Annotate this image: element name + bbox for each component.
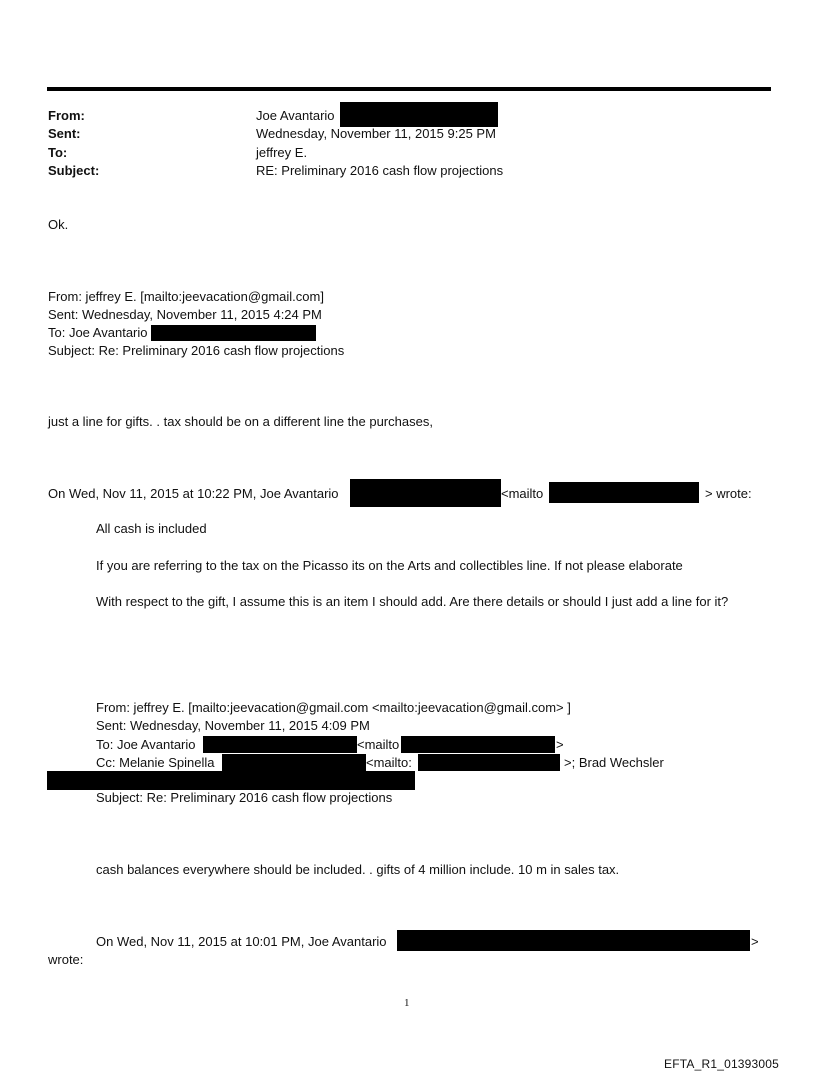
- nested-from-line: From: jeffrey E. [mailto:jeevacation@gmail.com <mailto:jeevacation@gmail.com> ]: [96, 700, 571, 715]
- reply-body: Ok.: [48, 217, 69, 232]
- nested-cc-mailto: <mailto:: [366, 755, 412, 770]
- quoted-subject-line: Subject: Re: Preliminary 2016 cash flow projections: [48, 343, 345, 358]
- quoted-body: just a line for gifts. . tax should be on a different line the purchases,: [48, 414, 433, 429]
- quoted-sent-line: Sent: Wednesday, November 11, 2015 4:24 PM: [48, 307, 322, 322]
- document-id: EFTA_R1_01393005: [664, 1057, 780, 1071]
- header-rule: [47, 87, 771, 91]
- redaction-box: [222, 754, 366, 771]
- page-number: 1: [404, 997, 410, 1009]
- nested-body: cash balances everywhere should be included. . gifts of 4 million include. 10 m in sales tax.: [96, 862, 620, 877]
- nested-subject-line: Subject: Re: Preliminary 2016 cash flow projections: [96, 790, 393, 805]
- from-value: Joe Avantario: [256, 108, 335, 123]
- attribution-suffix: > wrote:: [705, 486, 752, 501]
- redaction-box: [549, 482, 699, 503]
- subject-label: Subject:: [48, 163, 100, 178]
- nested-attribution-suffix: >: [751, 934, 759, 949]
- attribution-line: On Wed, Nov 11, 2015 at 10:22 PM, Joe Avantario: [48, 486, 339, 501]
- nested-attribution-wrote: wrote:: [48, 952, 84, 967]
- sent-label: Sent:: [48, 126, 81, 141]
- redaction-box: [401, 736, 555, 753]
- nested-to-mailto: <mailto: [357, 737, 400, 752]
- nested-to-line: To: Joe Avantario: [96, 737, 196, 752]
- quoted-line-2: If you are referring to the tax on the Picasso its on the Arts and collectibles line. If not please elaborate: [96, 558, 683, 573]
- nested-sent-line: Sent: Wednesday, November 11, 2015 4:09 PM: [96, 718, 370, 733]
- redaction-box: [340, 102, 498, 127]
- nested-cc-line: Cc: Melanie Spinella: [96, 755, 215, 770]
- quoted-line-1: All cash is included: [96, 521, 207, 536]
- redaction-box: [47, 771, 415, 790]
- attribution-mailto: <mailto: [501, 486, 544, 501]
- nested-to-suffix: >: [556, 737, 564, 752]
- from-label: From:: [48, 108, 85, 123]
- quoted-line-3: With respect to the gift, I assume this is an item I should add. Are there details or should I just add a line for it?: [96, 594, 729, 609]
- nested-cc-suffix: >; Brad Wechsler: [564, 755, 664, 770]
- redaction-box: [350, 479, 501, 507]
- redaction-box: [151, 325, 316, 341]
- subject-value: RE: Preliminary 2016 cash flow projections: [256, 163, 504, 178]
- to-label: To:: [48, 145, 68, 160]
- to-value: jeffrey E.: [256, 145, 308, 160]
- redaction-box: [203, 736, 357, 753]
- sent-value: Wednesday, November 11, 2015 9:25 PM: [256, 126, 496, 141]
- redaction-box: [397, 930, 750, 951]
- quoted-from-line: From: jeffrey E. [mailto:jeevacation@gmail.com]: [48, 289, 324, 304]
- nested-attribution-line: On Wed, Nov 11, 2015 at 10:01 PM, Joe Avantario: [96, 934, 387, 949]
- redaction-box: [418, 754, 560, 771]
- quoted-to-line: To: Joe Avantario: [48, 325, 148, 340]
